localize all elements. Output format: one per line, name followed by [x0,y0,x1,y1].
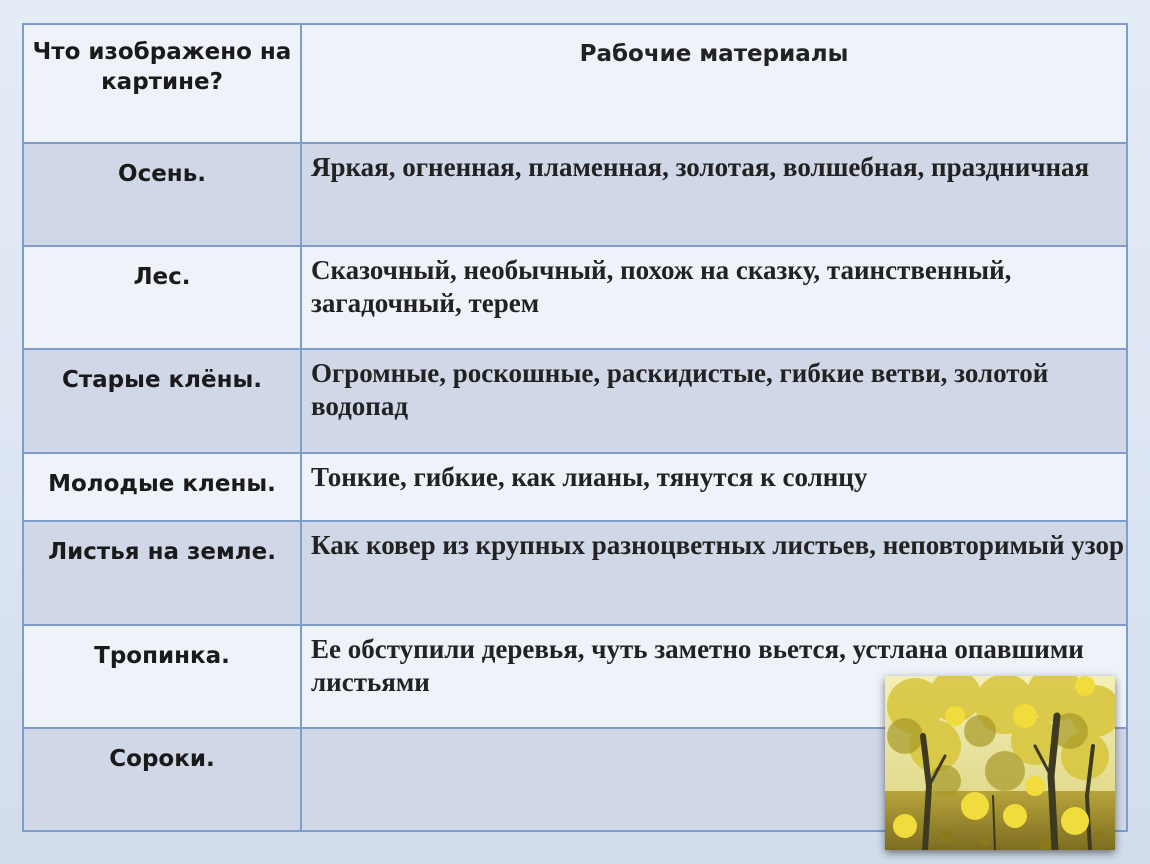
subject-text: Осень. [118,161,206,187]
subject-text: Молодые клены. [48,471,276,497]
materials-text: Ее обступили деревья, чуть заметно вьется, устлана опавшими листьями [311,634,1084,697]
header-subject [23,24,301,143]
header-subject-text: Что изображено на картине? [32,39,292,95]
subject-text: Старые клёны. [61,367,263,393]
materials-text: Как ковер из крупных разноцветных листьев, неповторимый узор [311,530,1124,560]
materials-text: Тонкие, гибкие, как лианы, тянутся к солнцу [311,462,868,492]
subject-cell [23,246,301,349]
materials-cell [301,453,1127,521]
subject-cell [23,143,301,246]
subject-text: Сороки. [109,746,215,772]
subject-cell [23,453,301,521]
materials-cell [301,246,1127,349]
materials-cell [301,349,1127,453]
table-row [23,143,1127,246]
materials-cell [301,521,1127,625]
subject-text: Листья на земле. [48,539,276,565]
materials-text: Яркая, огненная, пламенная, золотая, волшебная, праздничная [311,152,1090,182]
subject-text: Тропинка. [94,643,230,669]
painting-image [885,676,1115,850]
subject-cell [23,521,301,625]
table-row [23,349,1127,453]
subject-text: Лес. [133,264,191,290]
materials-text: Сказочный, необычный, похож на сказку, таинственный, загадочный, терем [311,255,1012,318]
subject-cell [23,349,301,453]
subject-cell [23,728,301,831]
header-materials [301,24,1127,143]
materials-text: Огромные, роскошные, раскидистые, гибкие ветви, золотой водопад [311,358,1049,421]
autumn-forest-painting [885,676,1115,850]
header-materials-text: Рабочие материалы [579,41,849,67]
table-row [23,453,1127,521]
materials-cell [301,143,1127,246]
table-row [23,521,1127,625]
table-row [23,246,1127,349]
subject-cell [23,625,301,728]
table-header-row [23,24,1127,143]
